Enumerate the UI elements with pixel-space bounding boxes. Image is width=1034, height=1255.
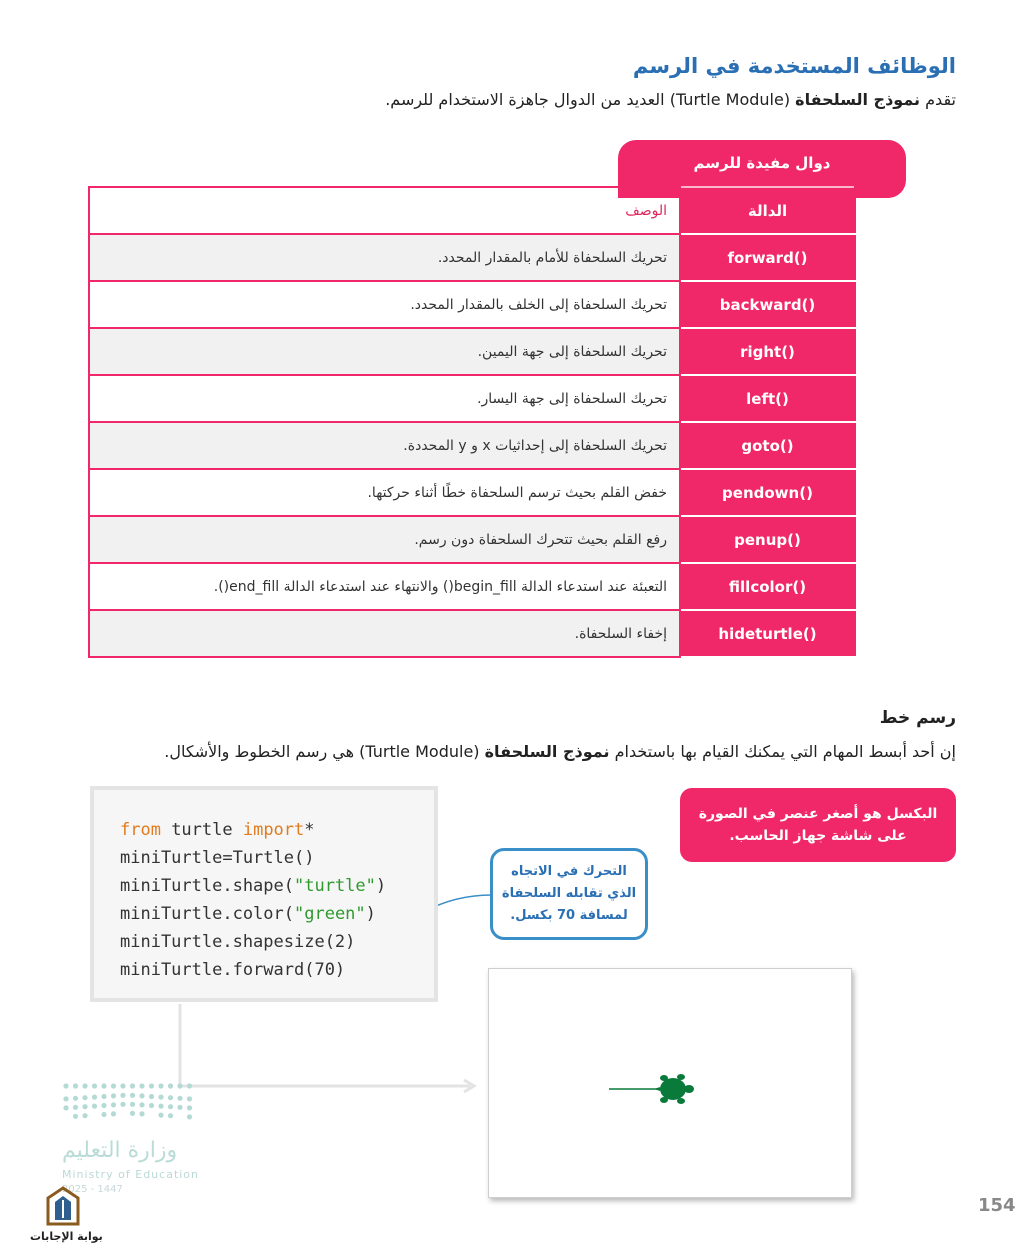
move-callout-line: الذي تقابله السلحفاة bbox=[501, 886, 637, 901]
function-name: penup() bbox=[680, 516, 855, 563]
move-callout-line: لمسافة 70 بكسل. bbox=[510, 908, 628, 923]
paragraph-before: إن أحد أبسط المهام التي يمكنك القيام بها باستخدام bbox=[609, 742, 956, 761]
code-text: * bbox=[304, 820, 315, 840]
pixel-callout-line: البكسل هو أصغر عنصر في الصورة bbox=[698, 806, 938, 822]
ministry-year: 2025 - 1447 bbox=[62, 1184, 123, 1195]
page-number: 154 bbox=[978, 1195, 1016, 1216]
turtle-output-window bbox=[488, 968, 852, 1198]
ministry-name-arabic: وزارة التعليم bbox=[62, 1138, 178, 1163]
turtle-icon bbox=[654, 1074, 694, 1104]
code-box bbox=[90, 786, 438, 1002]
code-text: turtle bbox=[160, 820, 243, 840]
function-name: backward() bbox=[680, 281, 855, 328]
code-line: miniTurtle.shapesize(2) bbox=[120, 932, 356, 952]
ministry-name-english: Ministry of Education bbox=[62, 1168, 200, 1181]
function-name: forward() bbox=[680, 234, 855, 281]
portal-label: بوابة الإجابات bbox=[30, 1230, 103, 1243]
function-description: خفض القلم بحيث ترسم السلحفاة خطًا أثناء حركتها. bbox=[89, 469, 680, 516]
function-name: goto() bbox=[680, 422, 855, 469]
code-string: "turtle" bbox=[294, 876, 376, 896]
table-tab-label: دوال مفيدة للرسم bbox=[618, 140, 906, 198]
function-name: hideturtle() bbox=[680, 610, 855, 657]
paragraph-bold: نموذج السلحفاة bbox=[484, 742, 610, 761]
pixel-callout bbox=[680, 788, 956, 862]
function-description: تحريك السلحفاة للأمام بالمقدار المحدد. bbox=[89, 234, 680, 281]
function-name: left() bbox=[680, 375, 855, 422]
function-description: رفع القلم بحيث تتحرك السلحفاة دون رسم. bbox=[89, 516, 680, 563]
function-description: تحريك السلحفاة إلى جهة اليسار. bbox=[89, 375, 680, 422]
code-text: miniTurtle.shape( bbox=[120, 876, 294, 896]
function-name: fillcolor() bbox=[680, 563, 855, 610]
paragraph-after: (Turtle Module) هي رسم الخطوط والأشكال. bbox=[164, 742, 485, 761]
header-function: الدالة bbox=[680, 187, 855, 234]
function-description: التعبئة عند استدعاء الدالة begin_fill() والانتهاء عند استدعاء الدالة end_fill(). bbox=[89, 563, 680, 610]
intro-before: تقدم bbox=[920, 90, 956, 109]
turtle-canvas bbox=[489, 969, 851, 1197]
code-text: ) bbox=[375, 876, 387, 896]
code-line: miniTurtle.forward(70) bbox=[120, 960, 346, 980]
function-name: pendown() bbox=[680, 469, 855, 516]
function-description: تحريك السلحفاة إلى جهة اليمين. bbox=[89, 328, 680, 375]
function-description: تحريك السلحفاة إلى إحداثيات x و y المحددة. bbox=[89, 422, 680, 469]
code-keyword: import bbox=[242, 820, 305, 840]
move-callout bbox=[490, 848, 648, 940]
function-description: إخفاء السلحفاة. bbox=[89, 610, 680, 657]
code-block bbox=[120, 816, 386, 984]
intro-bold: نموذج السلحفاة bbox=[795, 90, 921, 109]
code-line: miniTurtle=Turtle() bbox=[120, 848, 315, 868]
header-description: الوصف bbox=[89, 187, 680, 234]
subheading: رسم خط bbox=[879, 708, 956, 728]
move-callout-line: التحرك في الاتجاه bbox=[511, 864, 627, 879]
code-string: "green" bbox=[294, 904, 366, 924]
function-description: تحريك السلحفاة إلى الخلف بالمقدار المحدد. bbox=[89, 281, 680, 328]
ministry-logo-icon bbox=[62, 1080, 198, 1130]
code-text: miniTurtle.color( bbox=[120, 904, 294, 924]
code-text: ) bbox=[365, 904, 376, 924]
function-name: right() bbox=[680, 328, 855, 375]
code-keyword: from bbox=[120, 820, 161, 840]
portal-emblem-icon bbox=[44, 1186, 82, 1228]
intro-after: (Turtle Module) العديد من الدوال جاهزة الاستخدام للرسم. bbox=[385, 90, 796, 109]
section-title: الوظائف المستخدمة في الرسم bbox=[632, 54, 956, 78]
pixel-callout-line: على شاشة جهاز الحاسب. bbox=[729, 828, 907, 844]
